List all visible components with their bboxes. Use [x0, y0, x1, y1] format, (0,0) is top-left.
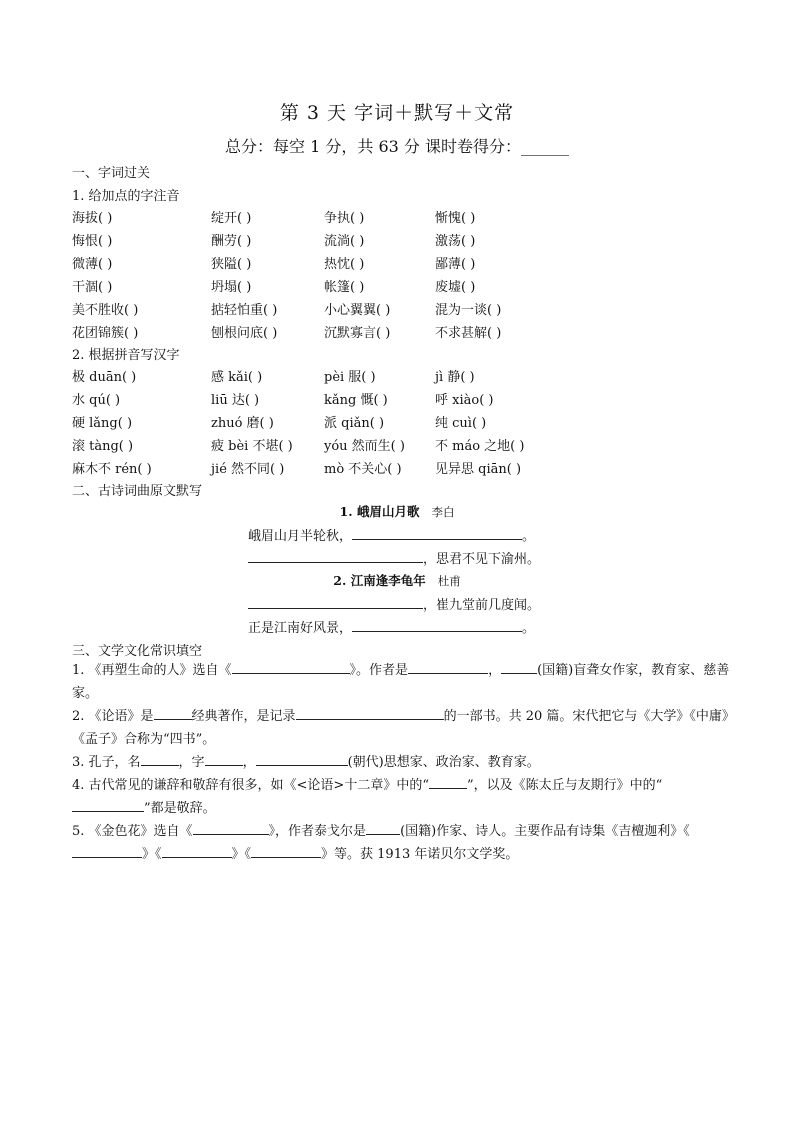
hanzi-question-item[interactable]: 派 qiǎn( ) — [324, 416, 385, 431]
poem-2-line-1-text: ，崔九堂前几度闻。 — [423, 598, 541, 613]
hanzi-question-item[interactable]: 见异思 qiān( ) — [435, 462, 522, 477]
q3-3-text-c: ， — [242, 755, 256, 770]
q3-2-text-b: 经典著作，是记录 — [191, 709, 296, 724]
blank[interactable] — [205, 751, 243, 766]
pinyin-question-item[interactable]: 刨根问底( ) — [211, 326, 278, 341]
q3-1-text-d: (国籍)盲聋女作家，教育家、慈善家。 — [72, 663, 730, 701]
poem-1-line-1 — [248, 525, 535, 544]
blank[interactable] — [352, 525, 522, 540]
q3-5-text-b: 》，作者泰戈尔是 — [268, 824, 367, 839]
pinyin-question-item[interactable]: 沉默寡言( ) — [324, 326, 391, 341]
pinyin-question-item[interactable]: 惭愧( ) — [435, 211, 476, 226]
period: 。 — [522, 529, 536, 544]
poem-1-author: 李白 — [431, 505, 455, 519]
pinyin-question-item[interactable]: 小心翼翼( ) — [324, 303, 391, 318]
hanzi-question-row — [72, 366, 732, 386]
question-3-1 — [72, 659, 732, 705]
hanzi-question-item[interactable]: 水 qú( ) — [72, 393, 121, 408]
hanzi-question-item[interactable]: jì 静( ) — [435, 370, 475, 385]
section-1-heading: 一、字词过关 — [72, 166, 151, 181]
q3-3-text-a: 3. 孔子，名 — [72, 755, 141, 770]
blank[interactable] — [408, 659, 488, 674]
pinyin-question-item[interactable]: 不求甚解( ) — [435, 326, 502, 341]
blank[interactable] — [429, 774, 467, 789]
poem-2-title — [0, 571, 794, 589]
poem-1-name: 1. 峨眉山月歌 — [339, 504, 420, 519]
hanzi-question-row — [72, 435, 732, 455]
blank[interactable] — [352, 617, 522, 632]
poem-1-line-2-text: ，思君不见下渝州。 — [423, 552, 541, 567]
poem-1-line-1-text: 峨眉山月半轮秋， — [248, 529, 353, 544]
pinyin-question-item[interactable]: 美不胜收( ) — [72, 303, 139, 318]
pinyin-question-item[interactable]: 海拔( ) — [72, 211, 113, 226]
blank[interactable] — [162, 843, 232, 858]
hanzi-question-item[interactable]: kǎng 慨( ) — [324, 393, 388, 408]
poem-2-line-1 — [248, 594, 540, 613]
pinyin-question-item[interactable]: 干涸( ) — [72, 280, 113, 295]
pinyin-question-item[interactable]: 激荡( ) — [435, 234, 476, 249]
q3-1-text-b: 》。作者是 — [349, 663, 409, 678]
hanzi-question-item[interactable]: mò 不关心( ) — [324, 462, 402, 477]
hanzi-question-item[interactable]: liū 达( ) — [211, 393, 260, 408]
pinyin-question-item[interactable]: 酬劳( ) — [211, 234, 252, 249]
hanzi-question-item[interactable]: 感 kǎi( ) — [211, 370, 263, 385]
poem-2-author: 杜甫 — [437, 574, 461, 588]
hanzi-question-item[interactable]: jié 然不同( ) — [211, 462, 285, 477]
pinyin-question-item[interactable]: 花团锦簇( ) — [72, 326, 139, 341]
page-title: 第 3 天 字词＋默写＋文常 — [279, 102, 515, 124]
hanzi-question-row — [72, 458, 732, 478]
section-2-heading: 二、古诗词曲原文默写 — [72, 484, 203, 499]
pinyin-question-row — [72, 253, 732, 273]
pinyin-question-item[interactable]: 掂轻怕重( ) — [211, 303, 278, 318]
hanzi-question-item[interactable]: 极 duān( ) — [72, 370, 137, 385]
pinyin-question-item[interactable]: 狭隘( ) — [211, 257, 252, 272]
blank[interactable] — [248, 548, 423, 563]
q3-4-text-a: 4. 古代常见的谦辞和敬辞有很多，如《<论语>十二章》中的“ — [72, 778, 429, 793]
q2-label: 2. 根据拼音写汉字 — [72, 348, 180, 363]
page-subtitle: 总分：每空 1 分，共 63 分 课时卷得分：______ — [225, 137, 569, 156]
pinyin-question-item[interactable]: 热忱( ) — [324, 257, 365, 272]
blank[interactable] — [72, 843, 142, 858]
pinyin-question-item[interactable]: 争执( ) — [324, 211, 365, 226]
q3-3-text-d: (朝代)思想家、政治家、教育家。 — [347, 755, 540, 770]
q3-1-text-c: ， — [488, 663, 502, 678]
question-3-3 — [72, 751, 732, 774]
hanzi-question-item[interactable]: yóu 然而生( ) — [324, 439, 405, 454]
pinyin-question-item[interactable]: 流淌( ) — [324, 234, 365, 249]
pinyin-question-item[interactable]: 坍塌( ) — [211, 280, 252, 295]
blank[interactable] — [248, 594, 423, 609]
question-3-2 — [72, 705, 732, 751]
pinyin-question-row — [72, 276, 732, 296]
hanzi-question-item[interactable]: 纯 cuì( ) — [435, 416, 487, 431]
hanzi-question-row — [72, 412, 732, 432]
poem-2-line-2 — [248, 617, 535, 636]
q3-1-text-a: 1. 《再塑生命的人》选自《 — [72, 663, 232, 678]
hanzi-question-item[interactable]: zhuó 磨( ) — [211, 416, 274, 431]
hanzi-question-item[interactable]: 滚 tàng( ) — [72, 439, 134, 454]
pinyin-question-row — [72, 230, 732, 250]
poem-2-line-2-text: 正是江南好风景， — [248, 621, 353, 636]
blank[interactable] — [141, 751, 179, 766]
blank[interactable] — [72, 797, 144, 812]
q3-5-text-a: 5. 《金色花》选自《 — [72, 824, 193, 839]
pinyin-question-item[interactable]: 混为一谈( ) — [435, 303, 502, 318]
q3-2-text-c: 的一部书。共 20 篇。宋代把它与《大学》《中庸》《孟子》合称为“四书”。 — [72, 709, 729, 747]
poem-1-title — [0, 502, 794, 520]
blank[interactable] — [251, 843, 321, 858]
pinyin-question-item[interactable]: 微薄( ) — [72, 257, 113, 272]
period: 。 — [522, 621, 536, 636]
pinyin-question-row — [72, 207, 732, 227]
blank[interactable] — [501, 659, 537, 674]
blank[interactable] — [154, 705, 192, 720]
blank[interactable] — [256, 751, 348, 766]
hanzi-question-item[interactable]: pèi 服( ) — [324, 370, 376, 385]
blank[interactable] — [193, 820, 269, 835]
pinyin-question-row — [72, 299, 732, 319]
q3-5-text-d: 》《 — [142, 847, 162, 862]
hanzi-question-item[interactable]: 疲 bèi 不堪( ) — [211, 439, 293, 454]
q3-5-text-c: (国籍)作家、诗人。主要作品有诗集《吉檀迦利》《 — [400, 824, 690, 839]
poem-2-name: 2. 江南逢李龟年 — [333, 573, 426, 588]
question-3-4 — [72, 774, 732, 820]
hanzi-question-row — [72, 389, 732, 409]
q1-label: 1. 给加点的字注音 — [72, 189, 180, 204]
pinyin-question-item[interactable]: 帐篷( ) — [324, 280, 365, 295]
pinyin-question-item[interactable]: 鄙薄( ) — [435, 257, 476, 272]
q3-4-text-c: ”都是敬辞。 — [144, 801, 216, 816]
pinyin-question-row — [72, 322, 732, 342]
q3-3-text-b: ，字 — [178, 755, 205, 770]
hanzi-question-item[interactable]: 呼 xiào( ) — [435, 393, 494, 408]
blank[interactable] — [366, 820, 400, 835]
blank[interactable] — [296, 705, 444, 720]
pinyin-question-item[interactable]: 悔恨( ) — [72, 234, 113, 249]
hanzi-question-item[interactable]: 硬 lǎng( ) — [72, 416, 133, 431]
question-3-5 — [72, 820, 732, 866]
q3-5-text-f: 》等。获 1913 年诺贝尔文学奖。 — [321, 847, 519, 862]
blank[interactable] — [232, 659, 350, 674]
hanzi-question-item[interactable]: 麻木不 rén( ) — [72, 462, 152, 477]
poem-1-line-2 — [248, 548, 540, 567]
q3-2-text-a: 2. 《论语》是 — [72, 709, 154, 724]
q3-5-text-e: 》《 — [231, 847, 252, 862]
pinyin-question-item[interactable]: 绽开( ) — [211, 211, 252, 226]
hanzi-question-item[interactable]: 不 máo 之地( ) — [435, 439, 525, 454]
q3-4-text-b: ”，以及《陈太丘与友期行》中的“ — [466, 778, 663, 793]
pinyin-question-item[interactable]: 废墟( ) — [435, 280, 476, 295]
section-3-heading: 三、文学文化常识填空 — [72, 644, 203, 659]
